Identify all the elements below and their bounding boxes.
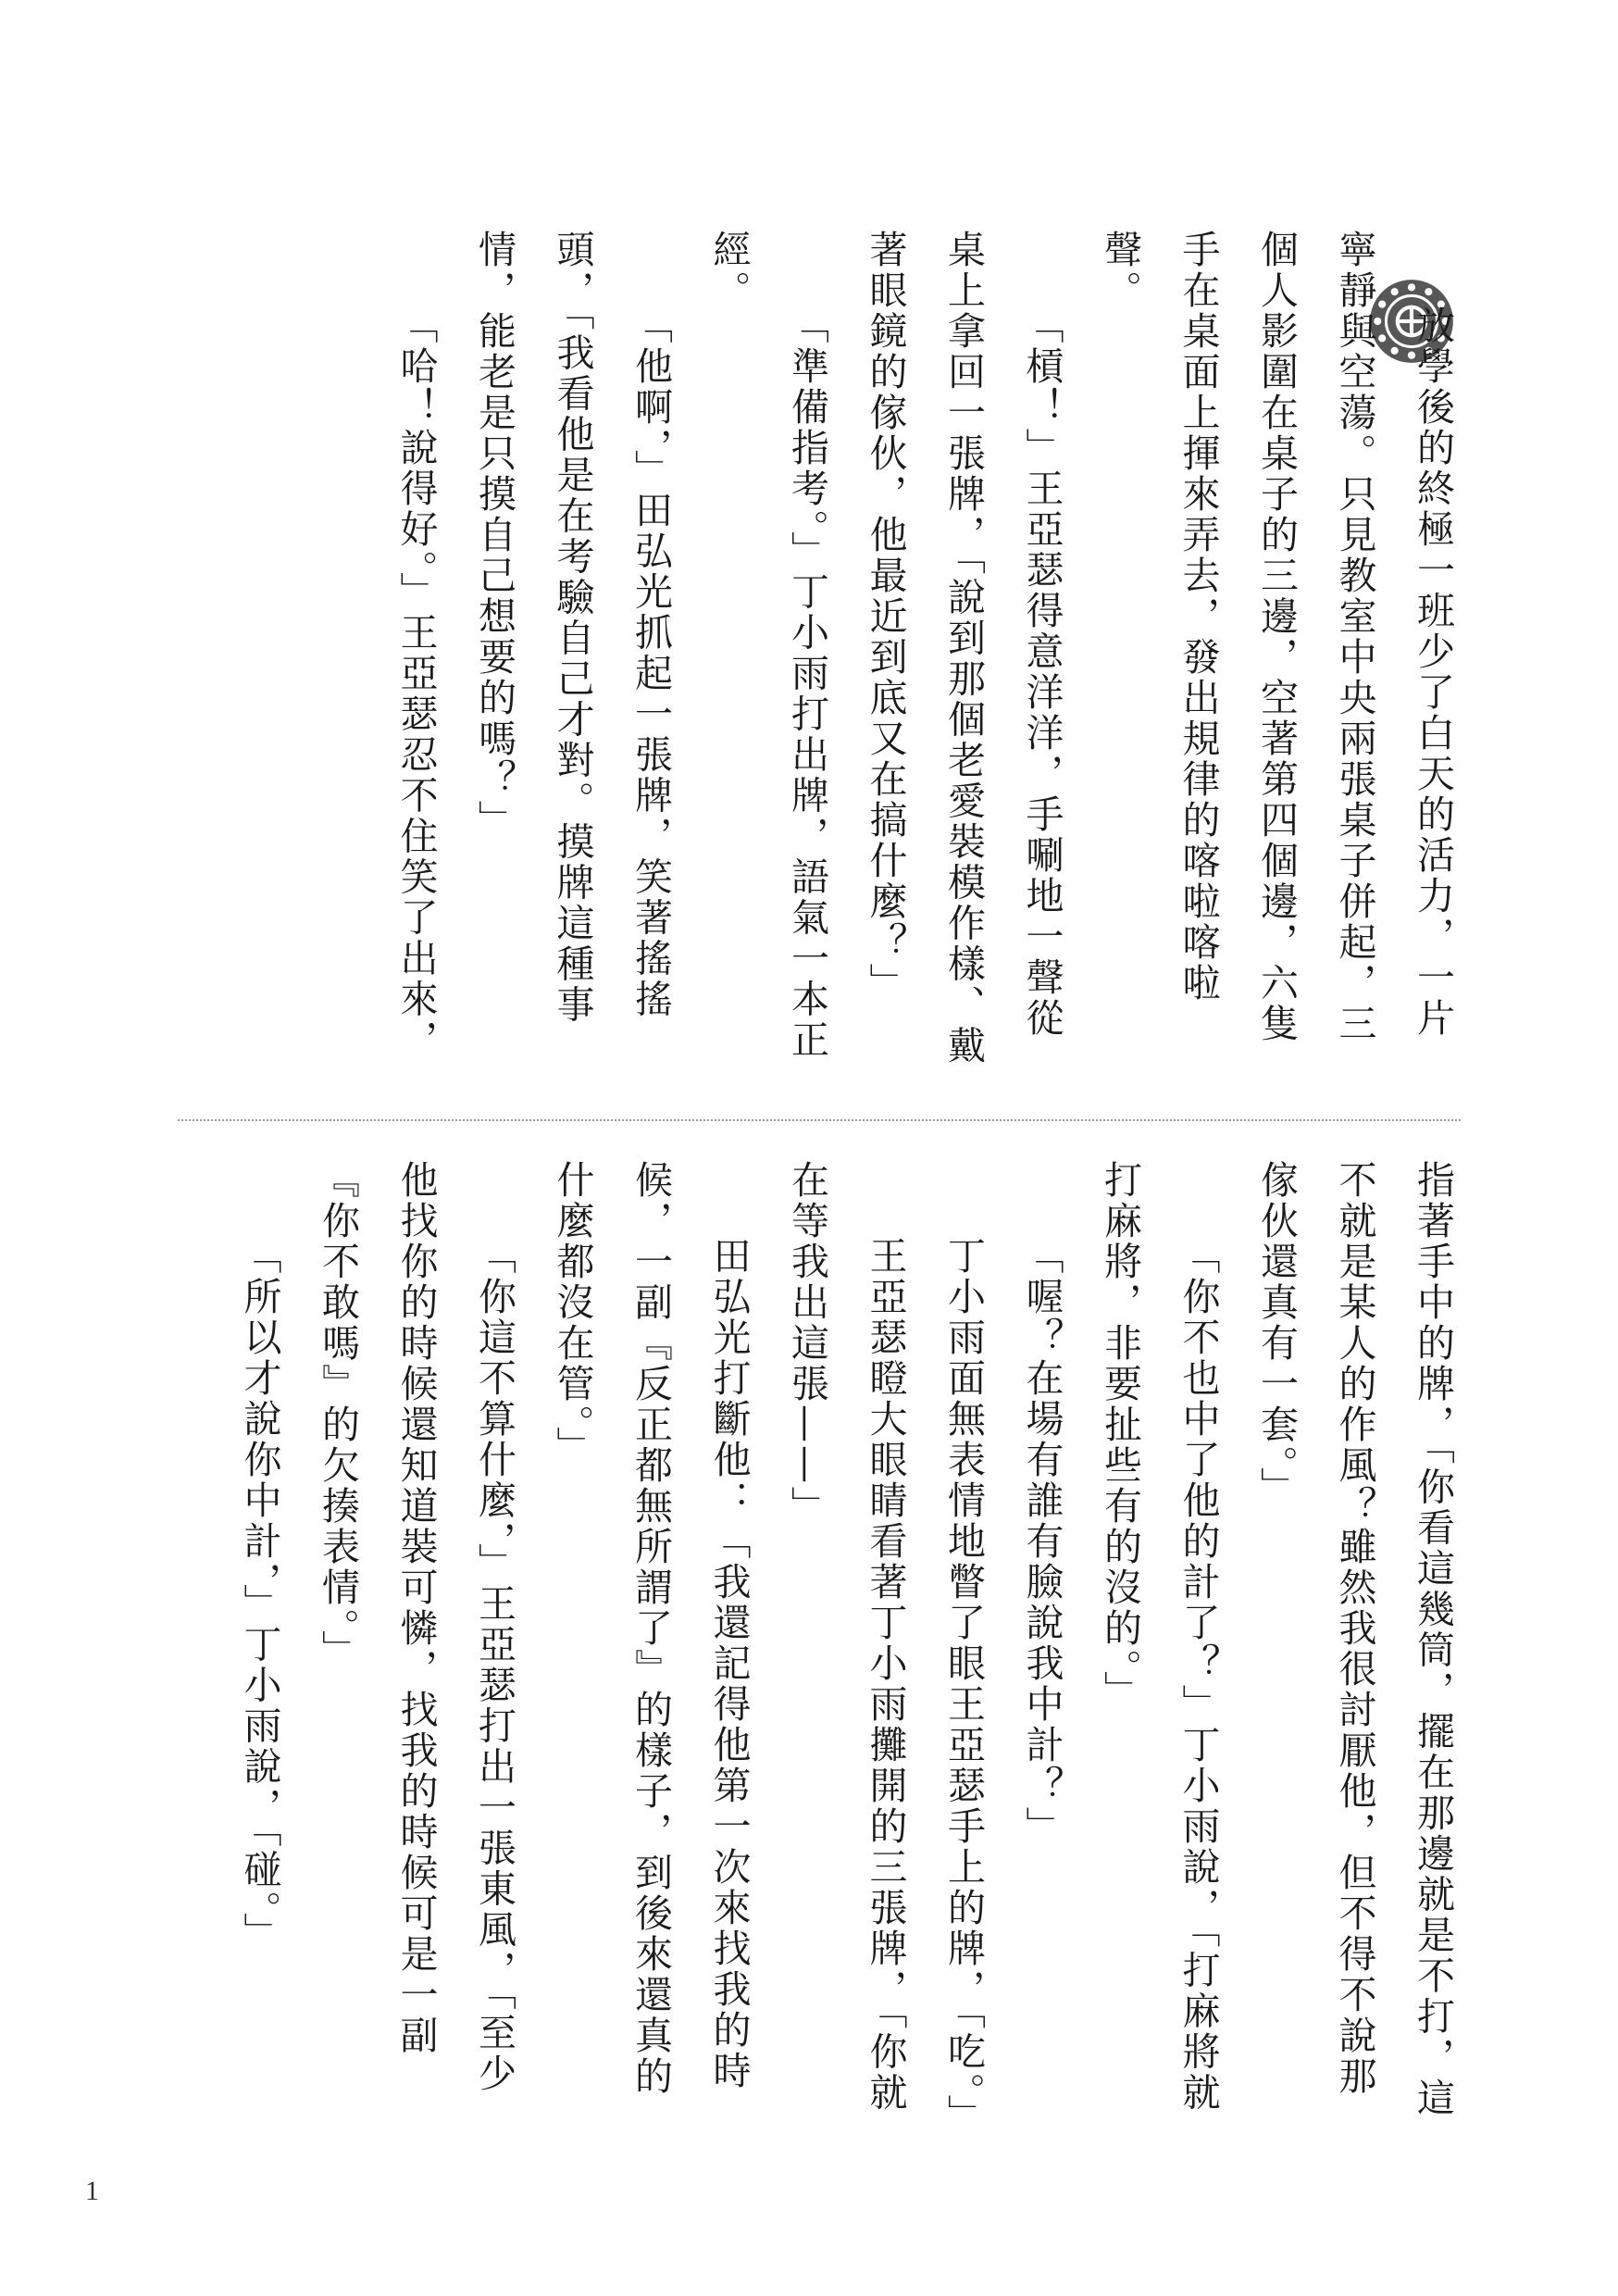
paragraph: 「你不也中了他的計了？」丁小雨說，「打麻將就打麻將，非要扯些有的沒的。」 [1098, 1160, 1221, 2114]
paragraph: 「他啊，」田弘光抓起一張牌，笑著搖搖頭，「我看他是在考驗自己才對。摸牌這種事情，能老是只摸自己想要的嗎？」 [472, 230, 673, 1026]
page-number: 1 [85, 2176, 99, 2206]
paragraph: 「所以才說你中計，」丁小雨說，「碰。」 [237, 1236, 282, 1953]
paragraph: 放學後的終極一班少了白天的活力，一片寧靜與空蕩。只見教室中央兩張桌子併起，三個人影圍在桌子的三邊，空著第四個邊，六隻手在桌面上揮來弄去，發出規律的喀啦喀啦聲。 [1098, 230, 1455, 1044]
paragraph: 「哈！說得好。」王亞瑟忍不住笑了出來， [393, 306, 439, 1061]
bottom-text-block [167, 1160, 1472, 2135]
paragraph: 「你這不算什麼，」王亞瑟打出一張東風，「至少他找你的時候還知道裝可憐，找我的時候可是一副『你不敢嗎』的欠揍表情。」 [316, 1160, 517, 2094]
paragraph: 「槓！」王亞瑟得意洋洋，手唰地一聲從桌上拿回一張牌，「說到那個老愛裝模作樣、戴著眼鏡的傢伙，他最近到底又在搞什麼？」 [863, 230, 1064, 1067]
paragraph: 王亞瑟瞪大眼睛看著丁小雨攤開的三張牌，「你就在等我出這張——」 [785, 1160, 908, 2114]
paragraph: 「喔？在場有誰有臉說我中計？」 [1019, 1236, 1064, 1847]
paragraph: 田弘光打斷他：「我還記得他第一次來找我的時候，一副『反正都無所謂了』的樣子，到後來還真的什麼都沒在管。」 [550, 1160, 752, 2097]
paragraph: 「準備指考。」丁小雨打出牌，語氣一本正經。 [706, 230, 829, 1061]
paragraph: 丁小雨面無表情地瞥了眼王亞瑟手上的牌，「吃。」 [941, 1236, 986, 2135]
section-divider [178, 1119, 1461, 1121]
continued-paragraph: 指著手中的牌，「你看這幾筒，擺在那邊就是不打，這不就是某人的作風？雖然我很討厭他，但不得不說那傢伙還真有一套。」 [1254, 1160, 1455, 2119]
top-text-block [167, 230, 1472, 1067]
